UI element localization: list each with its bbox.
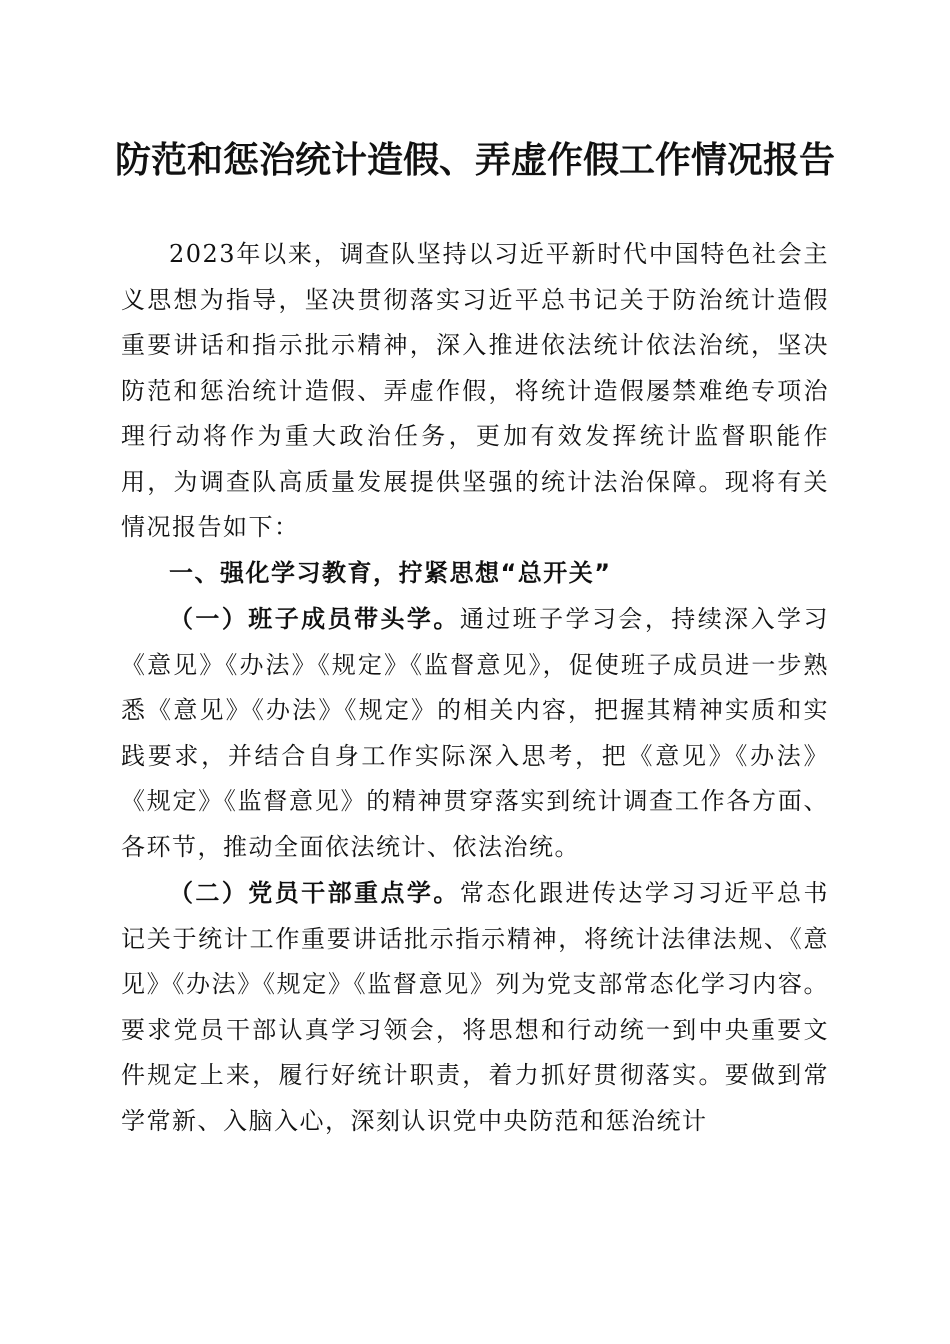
section1-item2-paragraph [121,870,829,1144]
item2-lead: （二）党员干部重点学。 [169,878,460,907]
intro-paragraph: 2023年以来，调查队坚持以习近平新时代中国特色社会主义思想为指导，坚决贯彻落实习近平总书记关于防治统计造假重要讲话和指示批示精神，深入推进依法统计依法治统，坚决防范和惩治统计造假、弄虚作假，将统计造假屡禁难绝专项治理行动将作为重大政治任务，更加有效发挥统计监督职能作用，为调查队高质量发展提供坚强的统计法治保障。现将有关情况报告如下： [121,240,829,541]
item1-text: 通过班子学习会，持续深入学习《意见》《办法》《规定》《监督意见》，促使班子成员进一步熟悉《意见》《办法》《规定》的相关内容，把握其精神实质和实践要求，并结合自身工作实际深入思考，把《意见》《办法》《规定》《监督意见》的精神贯穿落实到统计调查工作各方面、各环节，推动全面依法统计、依法治统。 [121,605,829,861]
section1-item1-paragraph [121,596,829,870]
item2-text: 常态化跟进传达学习习近平总书记关于统计工作重要讲话批示指示精神，将统计法律法规、《意见》《办法》《规定》《监督意见》列为党支部常态化学习内容。要求党员干部认真学习领会，将思想和行动统一到中央重要文件规定上来，履行好统计职责，着力抓好贯彻落实。要做到常学常新、入脑入心，深刻认识党中央防范和惩治统计 [121,879,829,1135]
item1-lead: （一）班子成员带头学。 [169,604,460,633]
document-body [121,232,829,1144]
document-title: 防范和惩治统计造假、弄虚作假工作情况报告 [114,139,835,181]
section-heading-1: 一、强化学习教育，拧紧思想“总开关” [169,558,612,587]
